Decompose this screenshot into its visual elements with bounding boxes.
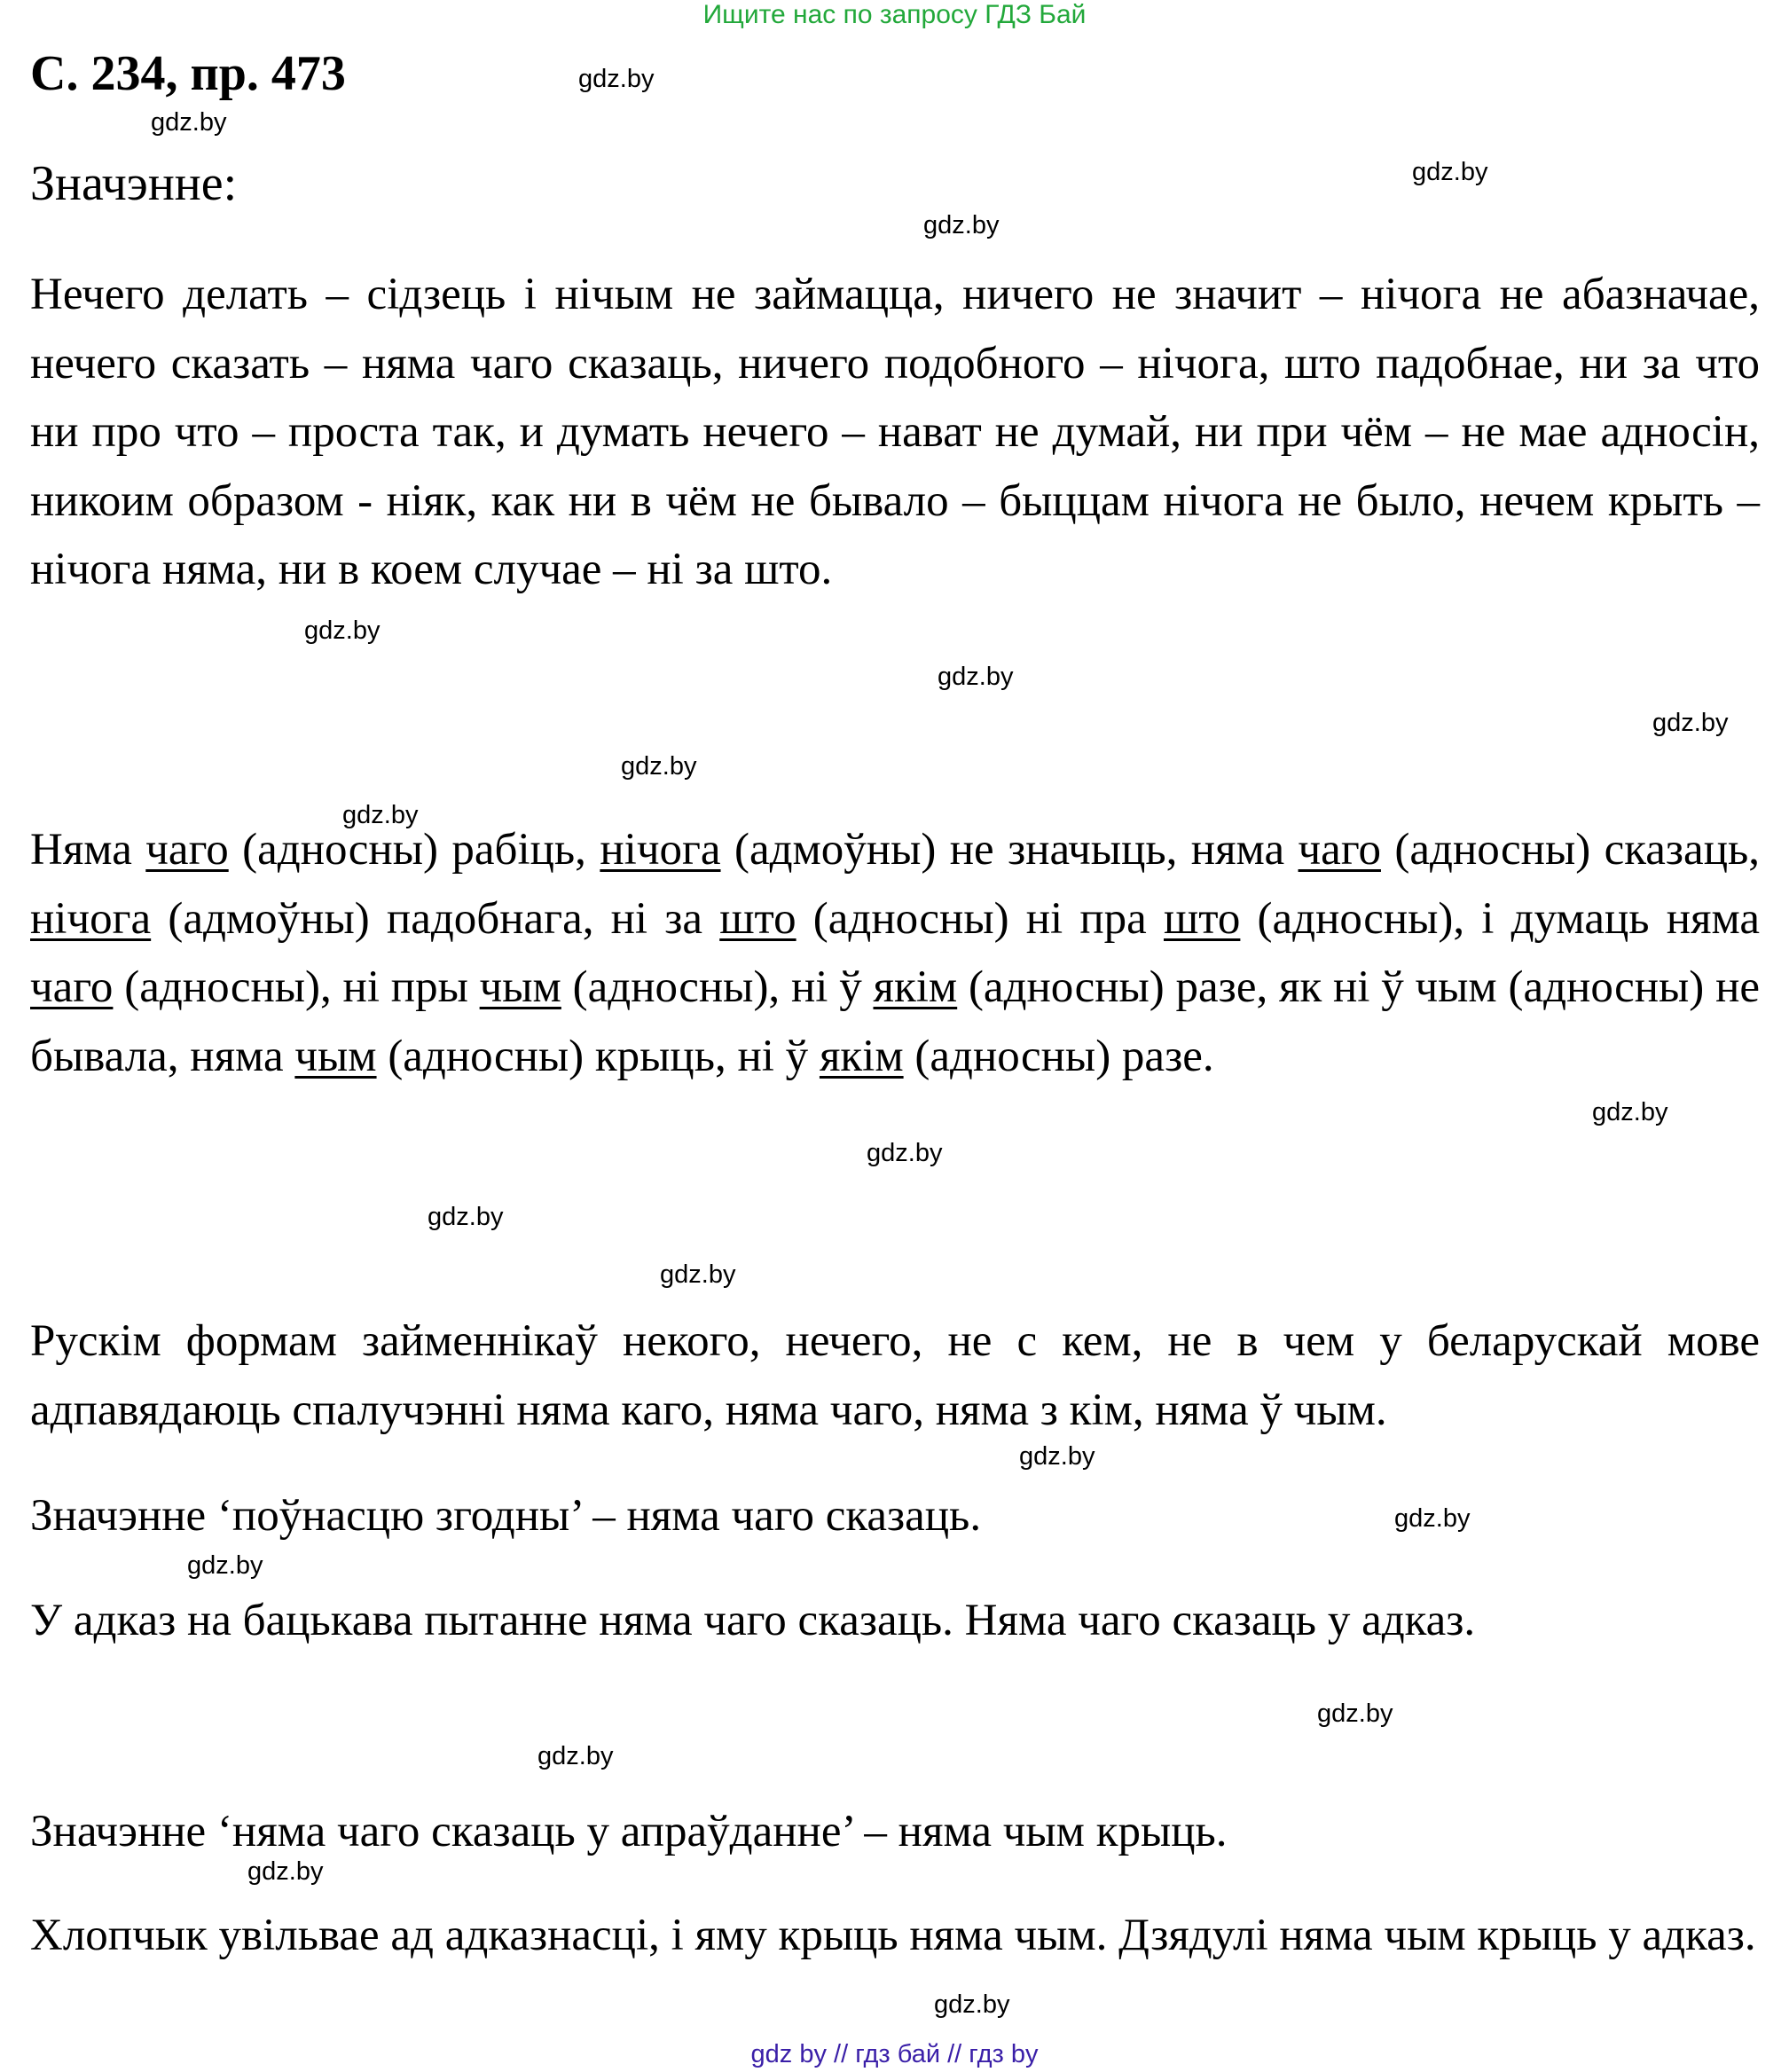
underlined-pronoun: нічога — [30, 893, 152, 944]
underlined-pronoun: чым — [294, 1031, 377, 1081]
text-segment: (адносны), ні пры — [113, 962, 480, 1012]
paragraph-pronouns — [30, 816, 1760, 1091]
underlined-pronoun: нічога — [600, 825, 721, 875]
watermark-text: gdz.by — [938, 663, 1014, 691]
meaning-line-agree: Значэнне ‘поўнасцю згодны’ – няма чаго сказаць. — [30, 1491, 982, 1541]
watermark-text: gdz.by — [621, 752, 697, 781]
top-banner[interactable] — [0, 0, 1789, 30]
underlined-pronoun: чаго — [145, 825, 229, 875]
example-line-answer: У адказ на бацькава пытанне няма чаго сказаць. Няма чаго сказаць у адказ. — [30, 1596, 1476, 1645]
underlined-pronoun: што — [719, 893, 796, 944]
text-segment: (адносны) рабіць, — [228, 825, 600, 875]
watermark-text: gdz.by — [578, 65, 655, 93]
text-segment: (адносны) крыць, ні ў — [376, 1031, 820, 1081]
watermark-text: gdz.by — [1592, 1098, 1668, 1126]
paragraph-idioms: Нечего делать – сідзець і нічым не займацца, ничего не значит – нічога не абазначае, нечего сказать – няма чаго сказаць, ничего подобного – нічога, што падобнае, ни за что ни про что – проста так, и думать нечего – нават не думай, ни при чём – не мае адносін, никоим образом - ніяк, как ни в чём не бывало – быццам нічога не было, нечем крыть – нічога няма, ни в коем случае – ні за што. — [30, 270, 1760, 594]
text-segment: (адносны) разе. — [903, 1031, 1214, 1081]
watermark-text: gdz.by — [1412, 158, 1488, 186]
watermark-text: gdz.by — [187, 1551, 263, 1580]
footer-link-gdz-by[interactable]: gdz by — [750, 2040, 827, 2068]
watermark-text: gdz.by — [934, 1990, 1010, 2019]
watermark-text: gdz.by — [428, 1203, 504, 1231]
text-segment: (адмоўны) не значыць, няма — [720, 825, 1299, 875]
top-banner-link[interactable]: Ищите нас по запросу ГДЗ Бай — [702, 0, 1087, 29]
watermark-text: gdz.by — [304, 616, 381, 645]
meaning-label: Значэнне: — [30, 156, 238, 211]
watermark-text: gdz.by — [342, 801, 419, 829]
underlined-pronoun: чым — [479, 962, 561, 1012]
watermark-text: gdz.by — [1317, 1699, 1393, 1728]
watermark-text: gdz.by — [537, 1742, 614, 1770]
paragraph-russian-forms: Рускім формам займеннікаў некого, нечего, не с кем, не в чем у беларускай мове адпавядаюць спалучэнні няма каго, няма чаго, няма з кім, няма ў чым. — [30, 1316, 1760, 1435]
text-segment: (адносны), ні ў — [561, 962, 874, 1012]
underlined-pronoun: чаго — [30, 962, 114, 1012]
footer-separator: // — [947, 2040, 962, 2068]
underlined-pronoun: чаго — [1298, 825, 1381, 875]
underlined-pronoun: што — [1164, 893, 1241, 944]
meaning-line-excuse: Значэнне ‘няма чаго сказаць у апраўданне’ – няма чым крыць. — [30, 1807, 1228, 1856]
watermark-text: gdz.by — [247, 1857, 324, 1886]
footer-link-gdz-bai[interactable]: гдз бай — [855, 2040, 941, 2068]
watermark-text: gdz.by — [660, 1260, 736, 1289]
text-segment: Няма — [30, 825, 146, 875]
footer-separator: // — [834, 2040, 849, 2068]
watermark-text: gdz.by — [1019, 1442, 1095, 1471]
text-segment: (адносны), і думаць няма — [1240, 893, 1761, 944]
text-segment: (адносны) сказаць, — [1380, 825, 1760, 875]
underlined-pronoun: якім — [873, 962, 958, 1012]
paragraph-example-boy: Хлопчык увільвае ад адказнасці, і яму крыць няма чым. Дзядулі няма чым крыць у адказ. — [30, 1911, 1756, 1960]
watermark-text: gdz.by — [151, 108, 227, 137]
text-segment: (адносны) ні пра — [796, 893, 1164, 944]
text-segment: (адносны) разе, як ні ў чым (адносны) не бывала, няма — [30, 962, 1760, 1081]
footer-links — [0, 2040, 1789, 2068]
footer-link-gdz-by-alt[interactable]: гдз by — [969, 2040, 1039, 2068]
underlined-pronoun: якім — [819, 1031, 904, 1081]
page-title: С. 234, пр. 473 — [30, 46, 346, 101]
watermark-text: gdz.by — [867, 1139, 943, 1167]
text-segment: (адмоўны) падобнага, ні за — [151, 893, 720, 944]
watermark-text: gdz.by — [1652, 709, 1729, 737]
watermark-text: gdz.by — [1394, 1504, 1471, 1533]
watermark-text: gdz.by — [923, 211, 1000, 239]
